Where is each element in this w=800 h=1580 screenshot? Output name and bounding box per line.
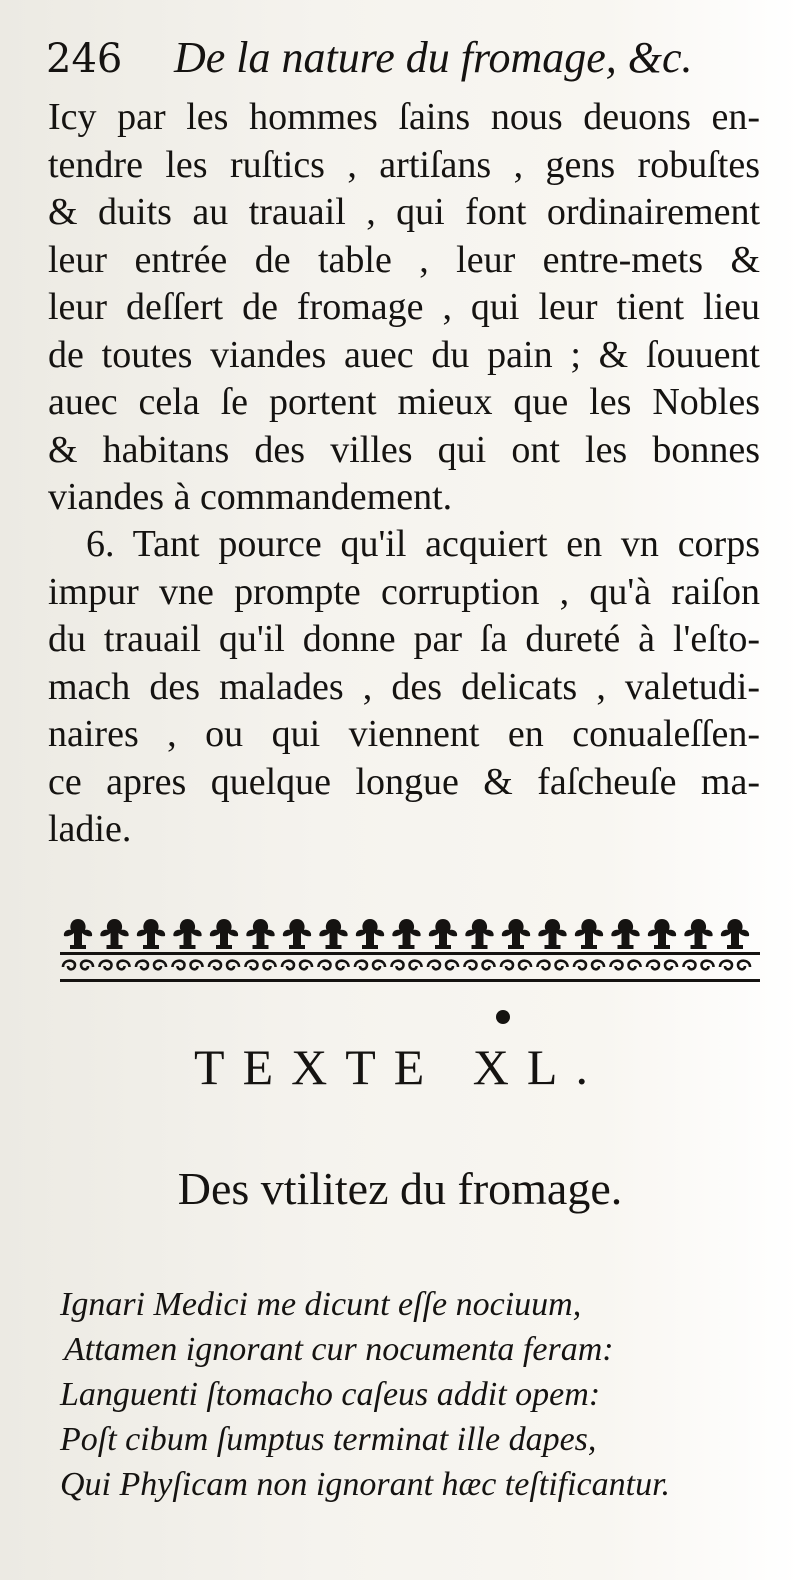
ornament-scroll [428, 961, 458, 970]
ornament-flower [356, 919, 384, 949]
text-line: mach des malades , des delicats , valetudi- [48, 665, 760, 708]
ornament-scroll [319, 961, 349, 970]
ornament-flower [538, 919, 566, 949]
ornament-scroll [720, 961, 750, 970]
text-line: ce apres quelque longue & faſcheuſe ma- [48, 760, 760, 803]
paragraph-1 [48, 94, 760, 522]
text-line: de toutes viandes auec du pain ; & ſouuent [48, 333, 760, 376]
running-head: De la nature du fromage, &c. [174, 33, 693, 82]
ornament-scroll [574, 961, 604, 970]
text-line: ladie. [48, 808, 132, 850]
verse-line: Qui Phyſicam non ignorant hæc teſtificantur. [60, 1466, 671, 1503]
section-subtitle: Des vtilitez du fromage. [177, 1163, 623, 1214]
ornament-scroll [538, 961, 568, 970]
text-line: leur deſſert de fromage , qui leur tient lieu [48, 286, 760, 328]
text-line: Icy par les hommes ſains nous deuons en- [48, 96, 760, 138]
ornament-flower [465, 919, 493, 949]
ornament-scroll [173, 961, 203, 970]
ornament-flower [283, 919, 311, 949]
ornamental-band [60, 915, 760, 987]
ornament-flower [64, 919, 92, 949]
text-line: naires , ou qui viennent en conualeſſen- [48, 713, 760, 755]
ornament-flower [502, 919, 530, 949]
verse-line: Ignari Medici me dicunt eſſe nociuum, [60, 1286, 582, 1323]
text-line: impur vne prompte corruption , qu'à raiſon [48, 570, 760, 613]
ornament-scroll [100, 961, 130, 970]
ornament-scroll [392, 961, 422, 970]
ornament-flower [429, 919, 457, 949]
ornament-scroll [684, 961, 714, 970]
ornament-flower [575, 919, 603, 949]
ornament-flower [392, 919, 420, 949]
text-line: & duits au trauail , qui font ordinairement [48, 191, 760, 233]
section-title: TEXTE XL. [194, 1039, 606, 1095]
ornament-scroll [355, 961, 385, 970]
latin-verse [60, 1282, 760, 1507]
verse-line: Languenti ſtomacho caſeus addit opem: [60, 1376, 601, 1413]
ornament-scroll [282, 961, 312, 970]
verse-line: Poſt cibum ſumptus terminat ille dapes, [60, 1421, 597, 1458]
ornament-scroll [246, 961, 276, 970]
text-line: du trauail qu'il donne par ſa dureté à l'eſto- [48, 618, 760, 660]
page-number: 246 [46, 36, 123, 82]
ornament-flower [100, 919, 128, 949]
ornament-scroll [136, 961, 166, 970]
ornament-flower [173, 919, 201, 949]
ornament-scroll [501, 961, 531, 970]
ornament-flower [137, 919, 165, 949]
ornament-flower [611, 919, 639, 949]
text-line: 6. Tant pource qu'il acquiert en vn corps [86, 523, 760, 565]
paragraph-2 [48, 521, 760, 854]
ornament-scroll [465, 961, 495, 970]
verse-line: Attamen ignorant cur nocumenta feram: [64, 1331, 614, 1368]
ornament-flower [210, 919, 238, 949]
ornament-flower [319, 919, 347, 949]
text-line: & habitans des villes qui ont les bonnes [48, 428, 760, 471]
ornament-scroll [611, 961, 641, 970]
ornament-dot [496, 1010, 510, 1024]
ornament-flower [684, 919, 712, 949]
ornament-scroll [63, 961, 93, 970]
ornament-flower [721, 919, 749, 949]
ornament-scroll [209, 961, 239, 970]
ornament-flower [648, 919, 676, 949]
text-line: auec cela ſe portent mieux que les Nobles [48, 381, 760, 423]
text-line: tendre les ruſtics , artiſans , gens robuſtes [48, 143, 760, 186]
text-line: leur entrée de table , leur entre-mets & [48, 238, 760, 281]
ornament-flower [246, 919, 274, 949]
ornament-scroll [647, 961, 677, 970]
text-line: viandes à commandement. [48, 476, 453, 518]
page-header [46, 30, 746, 90]
